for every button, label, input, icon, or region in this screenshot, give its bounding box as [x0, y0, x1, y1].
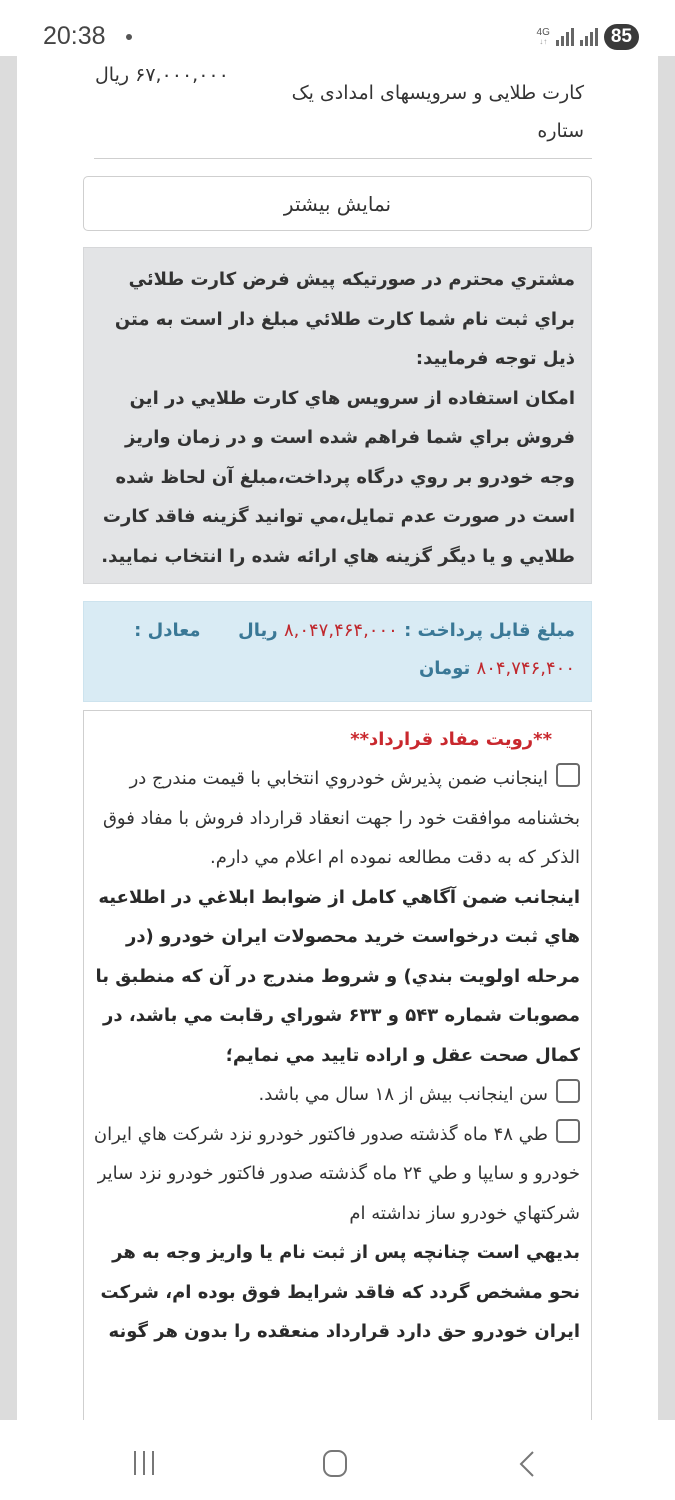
- notification-dot-icon: [126, 34, 132, 40]
- status-icons: [537, 24, 639, 50]
- rial-unit: ریال: [238, 620, 278, 641]
- age-over-18-checkbox[interactable]: [556, 1079, 580, 1103]
- no-prior-invoice-checkbox[interactable]: [556, 1119, 580, 1143]
- payment-summary: [83, 601, 592, 702]
- recent-apps-icon[interactable]: [134, 1451, 154, 1475]
- page-content[interactable]: [17, 56, 658, 1420]
- home-icon[interactable]: [323, 1450, 347, 1477]
- status-bar: [0, 0, 675, 56]
- product-name: کارت طلایی و سرویسهای امدادی یک ستاره: [291, 82, 584, 142]
- notice-text-1: مشتري محترم در صورتيكه پيش فرض كارت طلائي براي ثبت نام شما كارت طلائي مبلغ دار است به متن ذيل توجه فرماييد:: [114, 269, 575, 369]
- golden-card-notice: [83, 247, 592, 584]
- battery-indicator: 85: [604, 24, 639, 50]
- terms-checkbox-item-1: [92, 759, 580, 878]
- terms-checkbox-item-2: [92, 1075, 580, 1115]
- divider: [94, 158, 592, 159]
- product-price: ۶۷,۰۰۰,۰۰۰ ریال: [95, 64, 229, 86]
- payment-label: مبلغ قابل پرداخت :: [404, 620, 575, 641]
- status-time: 20:38: [43, 22, 106, 50]
- checkbox-2-label[interactable]: سن اينجانب بيش از ۱۸ سال مي باشد.: [258, 1084, 548, 1105]
- payment-amount-rial: ۸,۰۴۷,۴۶۴,۰۰۰: [283, 620, 398, 641]
- equivalent-label: معادل :: [134, 620, 201, 641]
- back-icon[interactable]: [519, 1451, 535, 1477]
- checkbox-3-label[interactable]: طي ۴۸ ماه گذشته صدور فاكتور خودرو نزد شركت هاي ايران خودرو و سايپا و طي ۲۴ ماه گذشته صدور فاكتور خودرو نزد ساير شركتهاي خودرو ساز نداشته ام: [93, 1123, 580, 1224]
- toman-unit: تومان: [418, 658, 471, 679]
- system-nav-bar: [0, 1420, 675, 1500]
- checkbox-1-label[interactable]: اينجانب ضمن پذيرش خودروي انتخابي با قيمت مندرج در بخشنامه موافقت خود را جهت انعقاد قرارداد فروش با مفاد فوق الذكر كه به دقت مطالعه نموده ام اعلام مي دارم.: [102, 768, 580, 868]
- terms-bold-paragraph-1: اينجانب ضمن آگاهي كامل از ضوابط ابلاغي در اطلاعيه هاي ثبت درخواست خريد محصولات ايران خودرو (در مرحله اولويت بندي) و شروط مندرج در آن كه منطبق با مصوبات شماره ۵۴۳ و ۶۳۳ شوراي رقابت مي باشد، در كمال صحت عقل و اراده تاييد مي نمايم؛: [95, 886, 580, 1066]
- terms-checkbox-item-3: [92, 1115, 580, 1234]
- notice-text-2: امكان استفاده از سرويس هاي كارت طلايي در اين فروش براي شما فراهم شده است و در زمان واريز وجه خودرو بر روي درگاه پرداخت،مبلغ آن لحاظ شده است در صورت عدم تمايل،مي توانيد گزينه فاقد كارت طلايي و يا ديگر گزينه هاي ارائه شده را انتخاب نماييد.: [101, 387, 575, 567]
- show-more-button[interactable]: نمایش بیشتر: [83, 176, 592, 231]
- contract-terms-panel: [83, 710, 592, 1420]
- network-type-icon: 4G ↓↑: [536, 27, 550, 46]
- payment-amount-toman: ۸۰۴,۷۴۶,۴۰۰: [476, 658, 575, 679]
- accept-price-checkbox[interactable]: [556, 763, 580, 787]
- terms-bold-paragraph-2: بديهي است چنانچه پس از ثبت نام يا واريز وجه به هر نحو مشخص گردد كه فاقد شرايط فوق بوده ام، شركت ايران خودرو حق دارد قرارداد منعقده را بدون هر گونه: [100, 1242, 580, 1342]
- product-option-row: [94, 56, 592, 160]
- browser-viewport: [0, 56, 675, 1420]
- signal-strength-icon: [556, 28, 574, 46]
- signal-strength-icon-2: [580, 28, 598, 46]
- contract-title: **رویت مفاد قرارداد**: [350, 729, 552, 750]
